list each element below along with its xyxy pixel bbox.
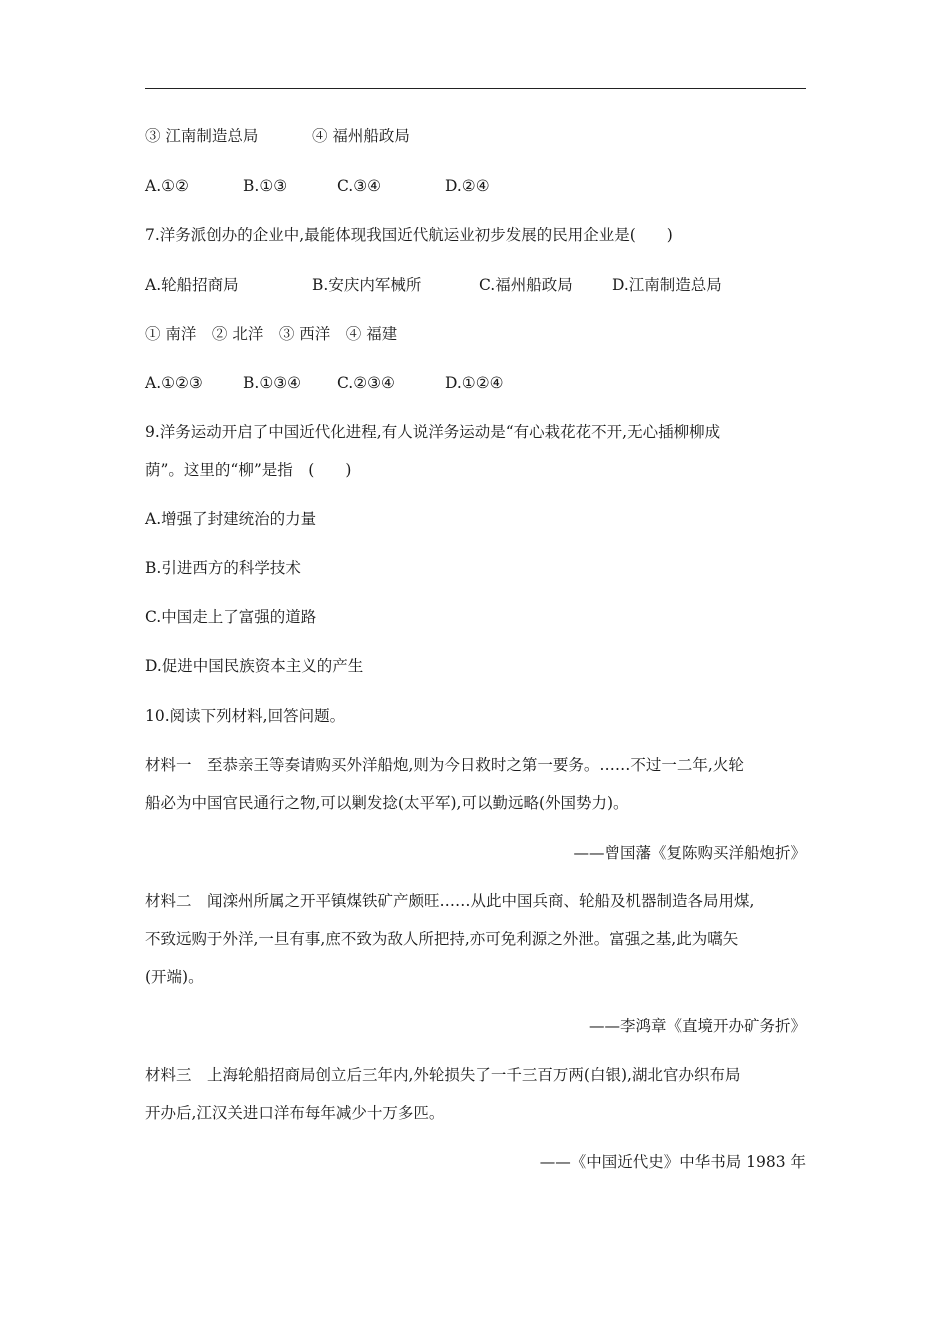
q8-option-d: D.①②④ [445, 374, 504, 392]
q10-material3-line1: 材料三 上海轮船招商局创立后三年内,外轮损失了一千三百万两(白银),湖北官办织布局 [145, 1066, 741, 1084]
q6-item-4: ④ 福州船政局 [312, 127, 410, 145]
q9-option-a: A.增强了封建统治的力量 [145, 510, 317, 528]
q10-material1-line1: 材料一 至恭亲王等奏请购买外洋船炮,则为今日救时之第一要务。……不过一二年,火轮 [145, 756, 744, 774]
q8-items: ① 南洋 ② 北洋 ③ 西洋 ④ 福建 [145, 325, 398, 343]
q8-option-b: B.①③④ [243, 374, 302, 392]
q7-option-d: D.江南制造总局 [612, 276, 722, 294]
q10-material2-line2: 不致远购于外洋,一旦有事,庶不致为敌人所把持,亦可免利源之外泄。富强之基,此为嚆矢 [145, 930, 739, 948]
q8-option-c: C.②③④ [337, 374, 395, 392]
q7-option-a: A.轮船招商局 [145, 276, 239, 294]
q9-stem-line2: 荫”。这里的“柳”是指 ( ) [145, 461, 352, 479]
q10-material1-source: ——曾国藩《复陈购买洋船炮折》 [573, 844, 806, 862]
q10-stem: 10.阅读下列材料,回答问题。 [145, 707, 346, 725]
q9-stem-line1: 9.洋务运动开启了中国近代化进程,有人说洋务运动是“有心栽花花不开,无心插柳柳成 [145, 423, 721, 441]
q10-material3-line2: 开办后,江汉关进口洋布每年减少十万多匹。 [145, 1104, 445, 1122]
q6-option-b: B.①③ [243, 177, 288, 195]
q9-option-d: D.促进中国民族资本主义的产生 [145, 657, 364, 675]
q10-material1-line2: 船必为中国官民通行之物,可以剿发捻(太平军),可以勤远略(外国势力)。 [145, 794, 629, 812]
q10-material2-source: ——李鸿章《直境开办矿务折》 [588, 1017, 806, 1035]
q9-option-c: C.中国走上了富强的道路 [145, 608, 317, 626]
q7-stem: 7.洋务派创办的企业中,最能体现我国近代航运业初步发展的民用企业是( ) [145, 226, 673, 244]
q8-option-a: A.①②③ [145, 374, 203, 392]
header-rule [145, 88, 806, 89]
q10-material2-line3: (开端)。 [145, 968, 204, 986]
q6-option-d: D.②④ [445, 177, 490, 195]
q7-option-c: C.福州船政局 [479, 276, 573, 294]
q6-option-c: C.③④ [337, 177, 382, 195]
q9-option-b: B.引进西方的科学技术 [145, 559, 301, 577]
q6-item-3: ③ 江南制造总局 [145, 127, 259, 145]
q10-material2-line1: 材料二 闻滦州所属之开平镇煤铁矿产颇旺……从此中国兵商、轮船及机器制造各局用煤, [145, 892, 755, 910]
q7-option-b: B.安庆内军械所 [312, 276, 422, 294]
q10-material3-source: ——《中国近代史》中华书局 1983 年 [539, 1153, 806, 1171]
q6-option-a: A.①② [145, 177, 189, 195]
